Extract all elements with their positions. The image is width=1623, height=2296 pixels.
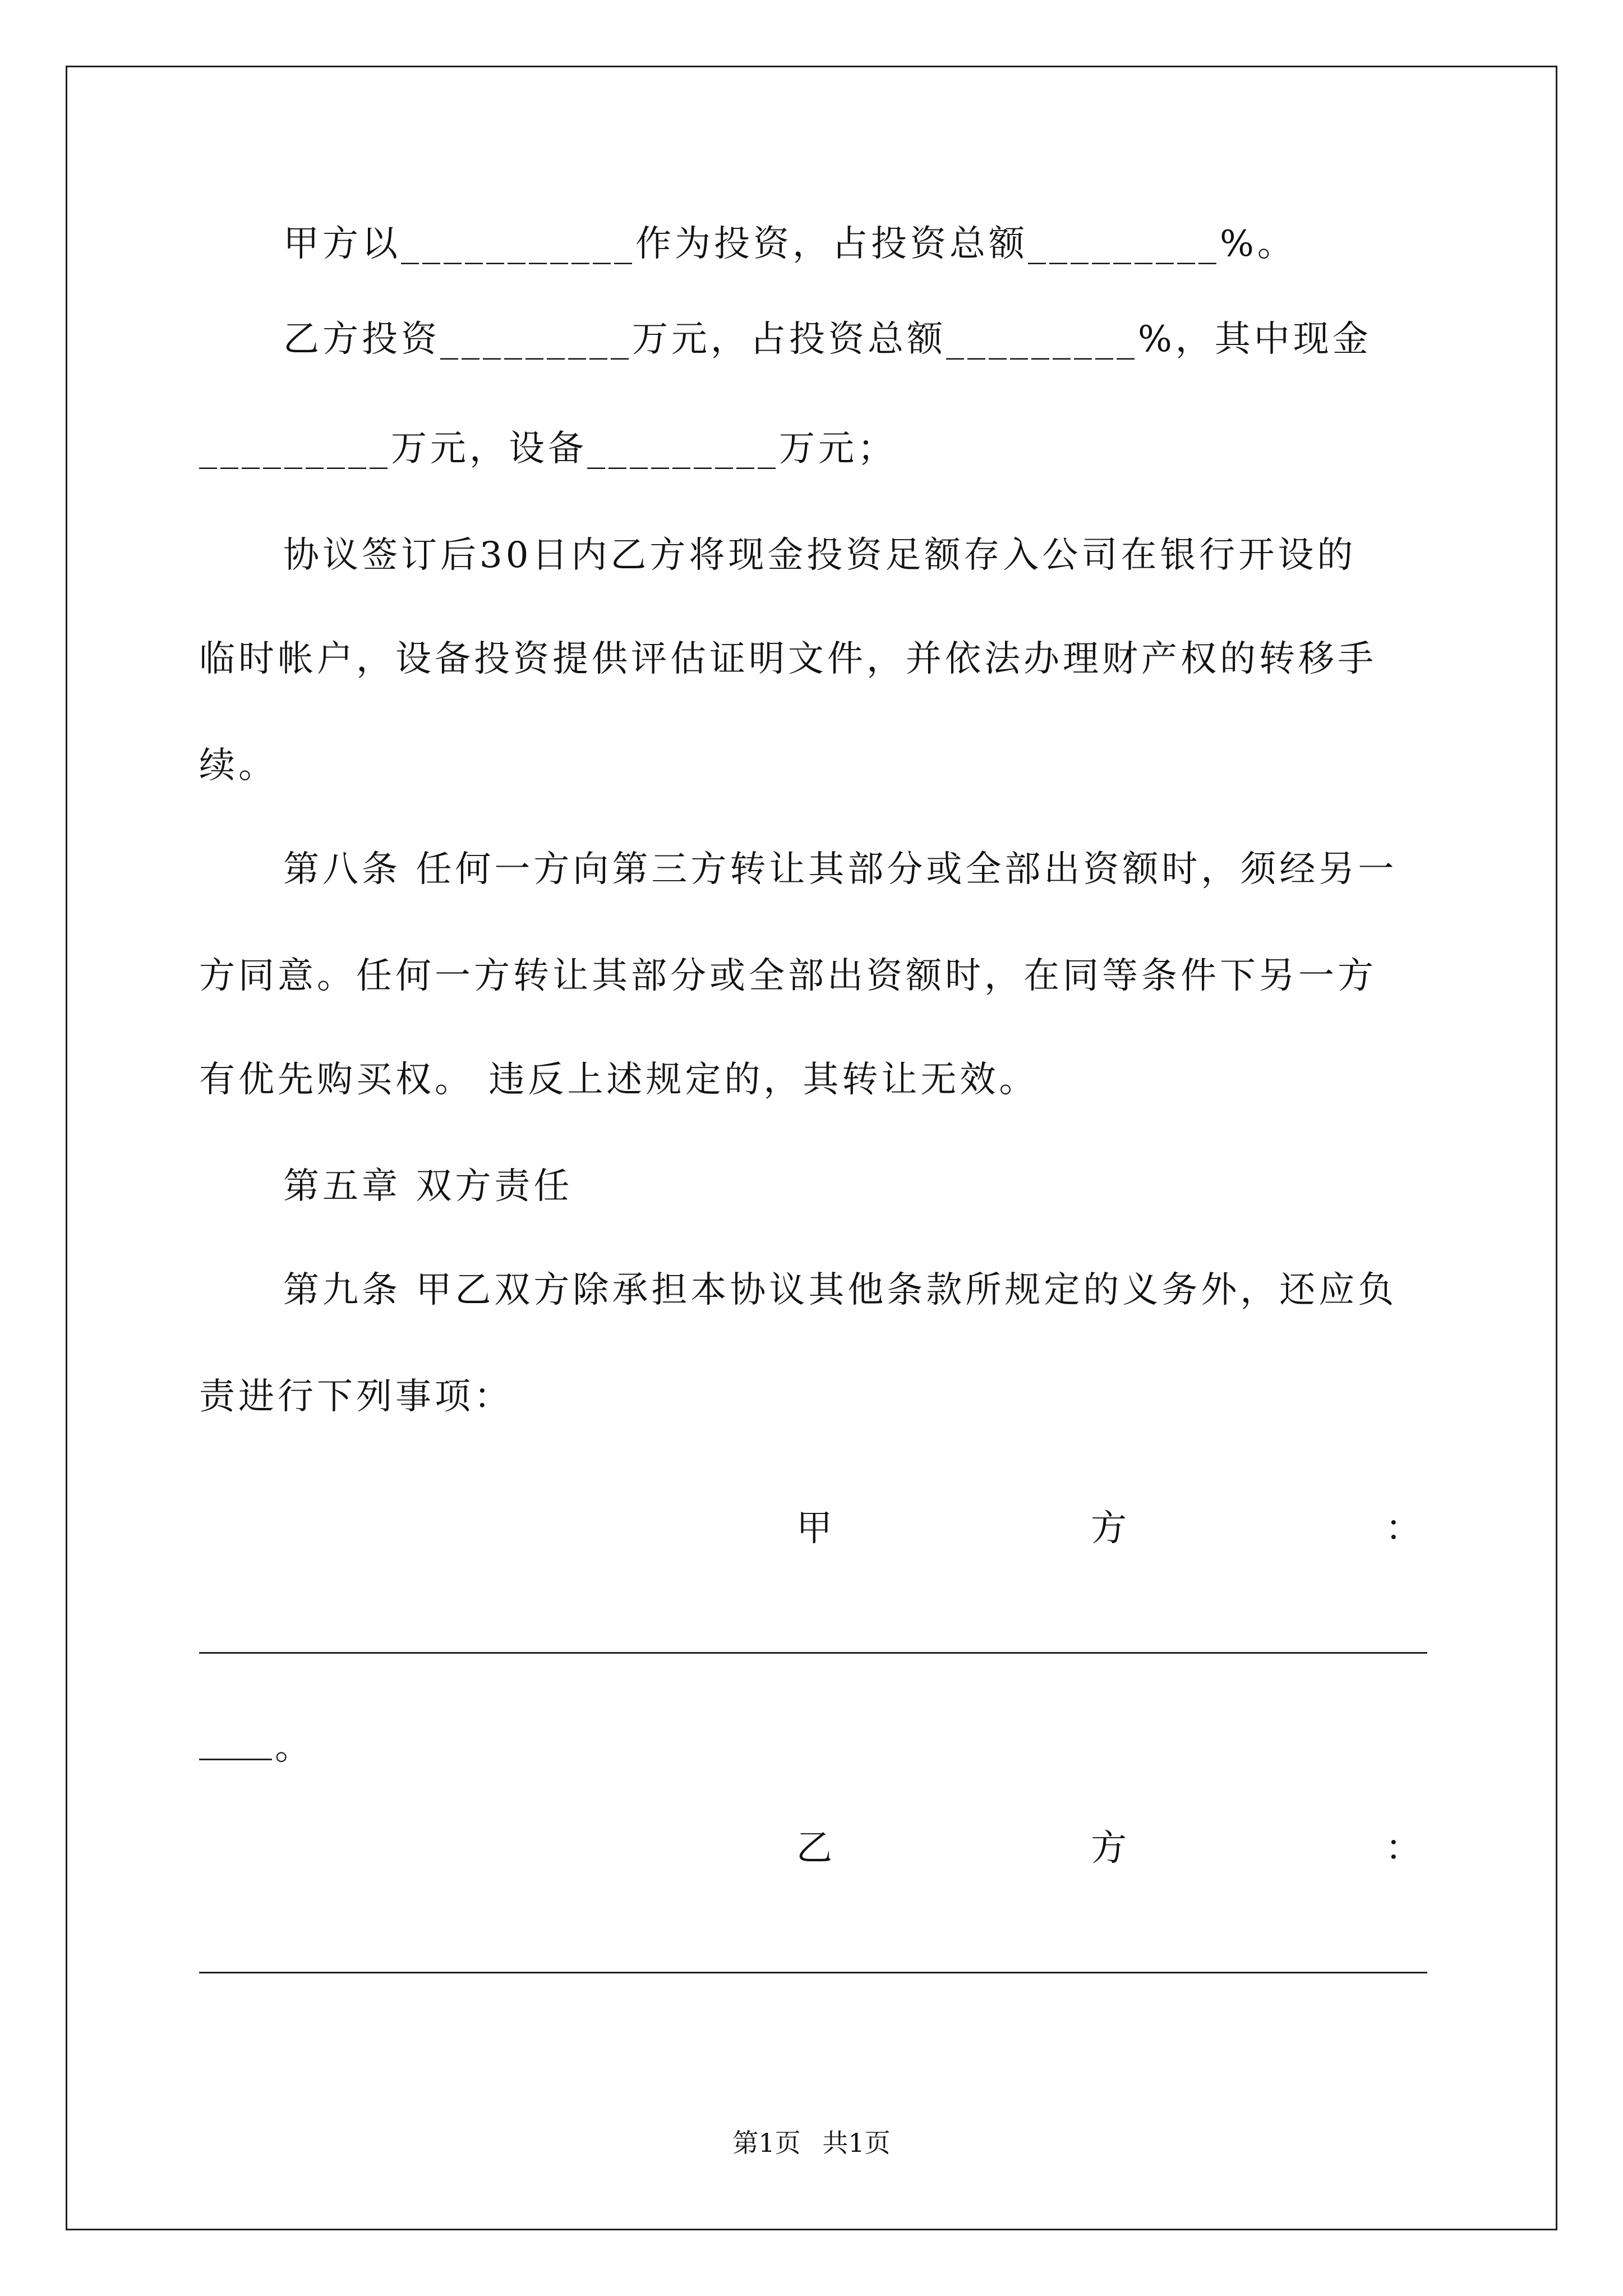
- text-line-4: 协议签订后30日内乙方将现金投资足额存入公司在银行开设的: [283, 535, 1357, 576]
- text-line-5: 临时帐户，设备投资提供评估证明文件，并依法办理财产权的转移手: [199, 638, 1377, 680]
- party-a-colon: ：: [1385, 1508, 1421, 1549]
- party-a-char-1: 甲: [796, 1508, 832, 1549]
- page-total: 共1页: [822, 2128, 891, 2158]
- party-b-char-2: 方: [1091, 1828, 1127, 1869]
- text-line-1: 甲方以___________作为投资，占投资总额_________%。: [283, 223, 1297, 265]
- text-line-9: 有优先购买权。 违反上述规定的，其转让无效。: [199, 1059, 1039, 1101]
- section-heading: 第五章 双方责任: [283, 1166, 573, 1207]
- text-line-8: 方同意。任何一方转让其部分或全部出资额时，在同等条件下另一方: [199, 955, 1377, 997]
- party-a-char-2: 方: [1091, 1508, 1127, 1549]
- text-line-3: _________万元，设备_________万元；: [199, 428, 897, 470]
- text-line-11: 第九条 甲乙双方除承担本协议其他条款所规定的义务外，还应负: [283, 1269, 1398, 1311]
- page-number: 第1页: [732, 2128, 801, 2158]
- text-line-2: 乙方投资_________万元，占投资总额_________%，其中现金: [283, 319, 1372, 360]
- party-a-signature-line: [199, 1652, 1427, 1654]
- text-line-12: 责进行下列事项：: [199, 1376, 513, 1418]
- page-border: [66, 66, 1557, 2230]
- text-line-7: 第八条 任何一方向第三方转让其部分或全部出资额时，须经另一: [283, 849, 1398, 890]
- page-footer: [0, 2126, 1623, 2160]
- party-a-period: 。: [275, 1727, 311, 1768]
- party-b-colon: ：: [1385, 1828, 1421, 1869]
- party-b-char-1: 乙: [796, 1828, 832, 1869]
- party-a-short-line: [199, 1759, 272, 1760]
- text-line-6: 续。: [199, 745, 278, 786]
- party-b-signature-line: [199, 1972, 1427, 1973]
